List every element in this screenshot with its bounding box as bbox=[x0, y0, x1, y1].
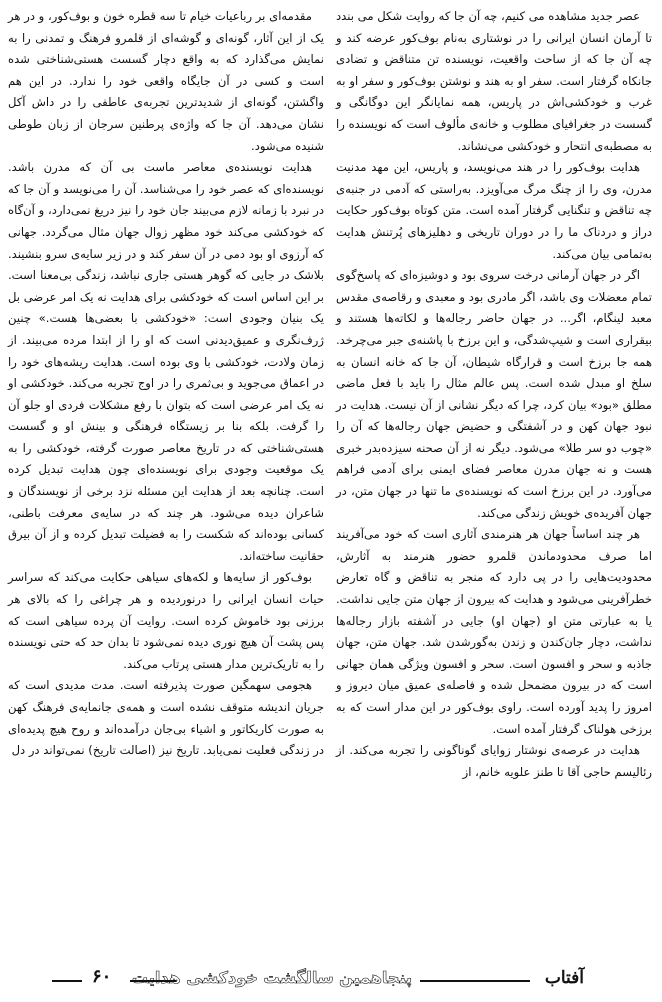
paragraph: هدایت در عرصه‌ی نوشتار زوایای گوناگونی را تجربه می‌کند. از رئالیسم حاجی آقا تا طنز علویه خانم، از bbox=[336, 743, 652, 779]
issue-subtitle: پنجاهمین سالگشت خودکشی هدایت bbox=[131, 968, 412, 987]
paragraph: هجومی سهمگین صورت پذیرفته است. مدت مدیدی است که جریان اندیشه متوقف نشده است و همه‌ی جانمایه‌ی فرهنگ کهن به صورت کاریکاتور و اشیاء بی‌جان درآمده‌اند و روح هیچ پدیده‌ای در زندگی فعلیت نمی‌یابد. تاریخ نیز (اصالت تاریخ) نمی‌تواند در دل bbox=[8, 678, 324, 758]
paragraph: اگر در جهان آرمانی درخت سروی بود و دوشیزه‌ای که پاسخ‌گوی تمام معضلات وی باشد، اگر مادری بود و معبدی و رقاصه‌ی مقدس معبد لینگام، اگر... در جهان حاضر رجاله‌ها و لکاته‌ها هستند و بیقراری است و شیپ‌شدگی، و این برزخ با پاشنه‌ی جبر می‌چرخد. همه جا برزخ است و قرارگاه شیطان، آن جا که خانه انسان به سلخ او مبدل شده است. پس عالم مثال را باید با فعل ماضی مطلق «بود» بیان کرد، چرا که دیگر نشانی از آن نیست. هدایت در نبود جهان کهن و در آشفتگی و حضیض جهان رجاله‌ها که آن را «چوب دو سر طلا» می‌شود. دیگر نه از آن صحنه سیزده‌بدر خبری هست و نه جهان مدرن معاصر فضای ایمنی برای آدمی فراهم می‌آورد. در این برزخ است که نویسنده‌ی ما تنها در جهان متن، در جهان آفریده‌ی خویش زندگی می‌کند. bbox=[336, 268, 652, 520]
page-footer bbox=[0, 966, 662, 996]
left-column bbox=[8, 6, 324, 762]
paragraph: مقدمه‌ای بر رباعیات خیام تا سه قطره خون و بوف‌کور، و در هر یک از این آثار، گونه‌ای و گوشه‌ای از قلمرو فرهنگ و تمدنی را به نمایش می‌گذارد که به واقع دچار گسست هستی‌شناختی شده است و کسی در آن جایگاه واقعی خود را ندارد. در این هم واگشتن، گونه‌ای از شدیدترین تجربه‌ی عاطفی را در داش آکل نشان می‌دهد. آن جا که واژه‌ی پرطنین سرجان از زبان طوطی شنیده می‌شود. bbox=[8, 9, 324, 153]
footer-rule bbox=[130, 980, 176, 982]
paragraph: عصر جدید مشاهده می کنیم، چه آن جا که روایت شکل می بندد تا آرمان انسان ایرانی را در نوشتاری به‌نام بوف‌کور عرضه کند و چه آن جا که از ساحت واقعیت، نویسنده تن متناقض و تضادی جانکاه گرفتار است. سفر او به هند و نوشتن بوف‌کور و سفر او به غرب و خودکشی‌اش در پاریس، همه نمایانگر این دوگانگی و گسست در جغرافیای مطلوب و خانه‌ی مألوف است که نویسنده را به مصطبه‌ی انتحار و خودکشی می‌نشاند. bbox=[336, 9, 652, 153]
paragraph: هر چند اساساً جهان هر هنرمندی آثاری است که خود می‌آفریند اما صرف محدودماندن قلمرو حضور هنرمند به آثارش، محدودیت‌هایی را در پی دارد که منجر به تناقض و گاه تعارض خطرآفرینی می‌شود و هدایت که بیرون از جهان متن جایی نداشت. یا به عبارتی متن او (جهان او) جایی در آشفته بازار رجاله‌ها نداشت، دچار جان‌کندن و زندن به‌گورشدن شد. جهان متن، جهان جاذبه و سحر و افسون است. سحر و افسون ویژگی همان جهانی است که در بیرون مضمحل شده و فاصله‌ی عمیق میان دیروز و امروز را پدید آورده است. راوی بوف‌کور در این مدار است که به برزخی هولناک گرفتار آمده است. bbox=[336, 527, 652, 736]
page-number: ۶۰ bbox=[92, 966, 112, 987]
paragraph: بوف‌کور از سایه‌ها و لکه‌های سیاهی حکایت می‌کند که سراسر حیات انسان ایرانی را درنوردیده و هر چراغی را که بالای هر برزنی بود خاموش کرده است. روایت آن پرده سیاهی است که پس پشت آن هیچ نوری دیده نمی‌شود تا بدان حد که حتی نویسنده را به تاریک‌ترین مدار هستی پرتاب می‌کند. bbox=[8, 570, 324, 671]
right-column bbox=[336, 6, 652, 783]
footer-rule bbox=[52, 980, 82, 982]
magazine-title: آفتاب bbox=[544, 968, 584, 988]
paragraph: هدایت بوف‌کور را در هند می‌نویسد، و پاریس، این مهد مدنیت مدرن، وی را از چنگ مرگ می‌آویزد. به‌راستی که آدمی در جنبه‌ی چه تناقض و تنگنایی گرفتار آمده است. متن کوتاه بوف‌کور حکایت دراز و دردناک ما را در دوران تاریخی و دهلیزهای پُرتنش هدایت به‌تمامی بیان می‌کند. bbox=[336, 160, 652, 261]
footer-rule bbox=[420, 980, 530, 982]
paragraph: هدایت نویسنده‌ی معاصر ماست بی آن که مدرن باشد. نویسنده‌ای که عصر خود را می‌شناسد. آن را می‌نویسد و آن جا که در نبرد با زمانه لازم می‌بیند جان خود را نیز دریغ نمی‌دارد، و آن‌گاه که خودکشی می‌کند خود مظهر زوال جهان مثال می‌گردد. جهانی که آرزوی او بود دمی در آن سفر کند و در زیر سایه‌ی سرو بنشیند. بلاشک در جایی که گوهر هستی جاری نباشد، زندگی بی‌معنا است. بر این اساس است که خودکشی برای هدایت نه یک امر عرضی بل یک بنیان وجودی است: «خودکشی با بعضی‌ها هست.» چنین ژرف‌نگری و عمیق‌دیدنی است که او را از ابتدا مرده می‌بیند. از زمان ولادت، خودکشی با وی بوده است. هدایت ریشه‌های خود را در اعماق می‌جوید و بی‌ثمری را در اوج تجربه می‌کند. خودکشی او نه یک امر عرضی است که بتوان با رفع مشکلات فردی او جلو آن را گرفت. بلکه بنا بر زیستگاه فرهنگی و بینش او و گسست هستی‌شناختی که در تاریخ معاصر صورت گرفته، خودکشی را به یک موقعیت وجودی برای نویسنده‌ای چون هدایت تبدیل کرده است. چنانچه بعد از هدایت این مسئله نزد برخی از نویسندگان و شاعران دیده می‌شود. هر چند که در سایه‌ی معرفت باطنی، کسانی بوده‌اند که شکست را به فضیلت تبدیل کرده و از آن بیرق حقانیت ساخته‌اند. bbox=[8, 160, 324, 563]
